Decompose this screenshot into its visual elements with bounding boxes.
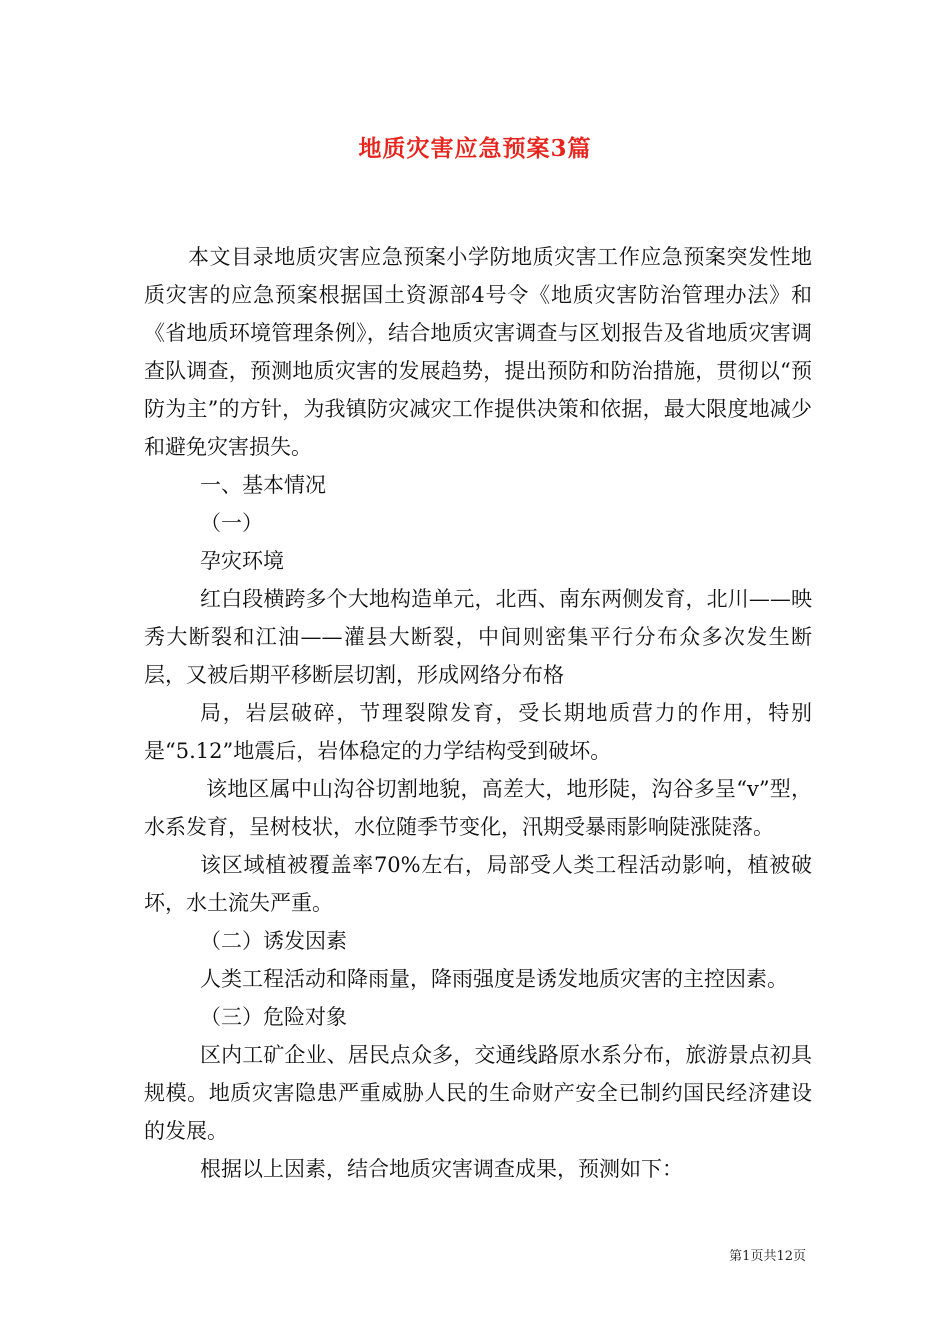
- paragraph-prediction: 根据以上因素，结合地质灾害调查成果，预测如下：: [200, 1157, 683, 1181]
- paragraph-rock-damage: 局，岩层破碎，节理裂隙发育，受长期地质营力的作用，特别是“5.12”地震后，岩体稳定的力学结构受到破坏。: [144, 701, 812, 763]
- page-number-footer: 第1页共12页: [729, 1249, 806, 1264]
- subsection-heading-triggers: （二）诱发因素: [200, 929, 347, 953]
- paragraph-risk-objects: 区内工矿企业、居民点众多，交通线路原水系分布，旅游景点初具规模。地质灾害隐患严重威胁人民的生命财产安全已制约国民经济建设的发展。: [144, 1043, 812, 1143]
- paragraph-terrain: 该地区属中山沟谷切割地貌，高差大，地形陡，沟谷多呈“v”型，水系发育，呈树枝状，水位随季节变化，汛期受暴雨影响陡涨陡落。: [144, 777, 812, 839]
- subsection-heading-environment: 孕灾环境: [200, 549, 284, 573]
- intro-paragraph: 本文目录地质灾害应急预案小学防地质灾害工作应急预案突发性地质灾害的应急预案根据国土资源部4号令《地质灾害防治管理办法》和《省地质环境管理条例》，结合地质灾害调查与区划报告及省地质灾害调查队调查，预测地质灾害的发展趋势，提出预防和防治措施，贯彻以“预防为主”的方针，为我镇防灾减灾工作提供决策和依据，最大限度地减少和避免灾害损失。: [144, 245, 812, 459]
- paragraph-vegetation: 该区域植被覆盖率70%左右，局部受人类工程活动影响，植被破坏，水土流失严重。: [144, 853, 812, 915]
- paragraph-triggers: 人类工程活动和降雨量，降雨强度是诱发地质灾害的主控因素。: [200, 967, 788, 991]
- paragraph-tectonics: 红白段横跨多个大地构造单元，北西、南东两侧发育，北川——映秀大断裂和江油——灌县大断裂，中间则密集平行分布众多次发生断层，又被后期平移断层切割，形成网络分布格: [144, 587, 812, 687]
- subsection-number-1: （一）: [200, 511, 263, 535]
- document-title: 地质灾害应急预案3篇: [358, 135, 592, 162]
- section-heading-basic-situation: 一、基本情况: [200, 473, 326, 497]
- document-body: [144, 238, 812, 1188]
- subsection-heading-risk-objects: （三）危险对象: [200, 1005, 347, 1029]
